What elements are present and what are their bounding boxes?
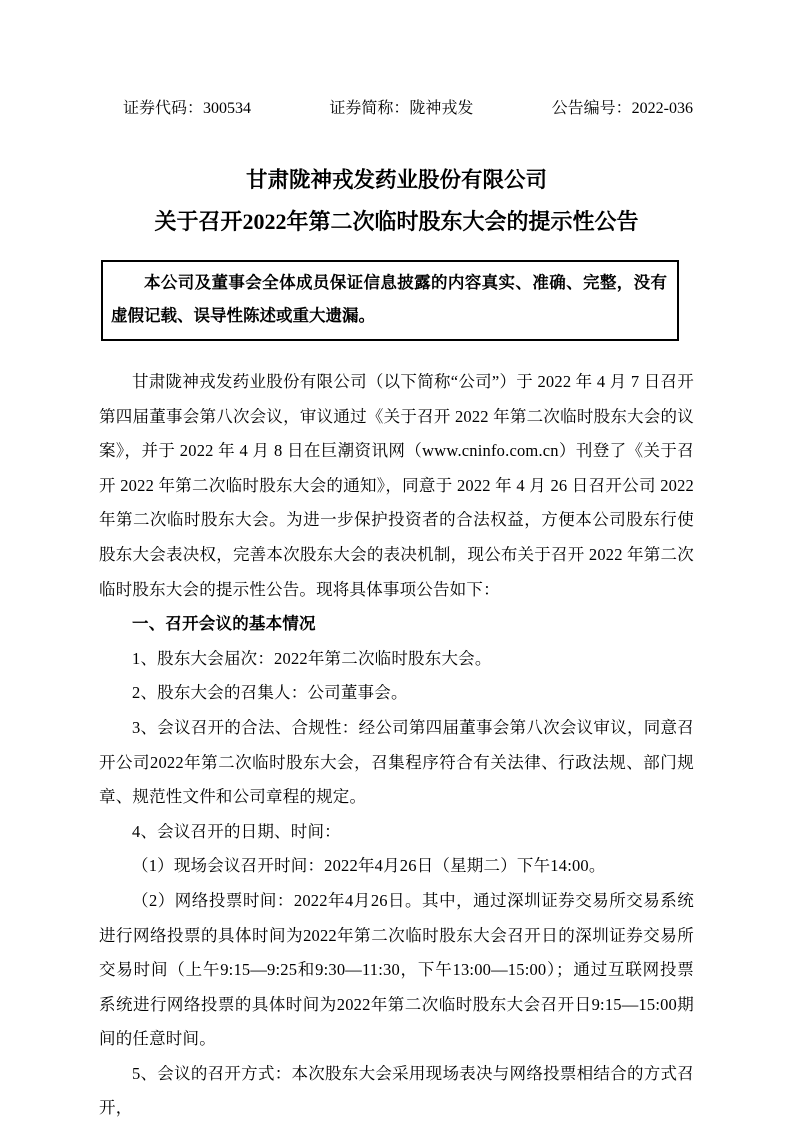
section-1-heading: 一、召开会议的基本情况 (132, 614, 316, 634)
disclaimer-box (101, 260, 679, 341)
stock-code-label: 证券代码：300534 (123, 100, 252, 117)
section-1-item-5: 5、会议的召开方式：本次股东大会采用现场表决与网络投票相结合的方式召开， (99, 1063, 694, 1118)
section-1-item-4-sub-2: （2）网络投票时间：2022年4月26日。其中，通过深圳证券交易所交易系统进行网络投票的具体时间为2022年第二次临时股东大会召开日的深圳证券交易所交易时间（上午9:15—9:25和9:30—11:30，下午13:00—15:00）；通过互联网投票系统进行网络投票的具体时间为2022年第二次临时股东大会召开日9:15—15:00期间的任意时间。 (99, 890, 694, 1049)
announcement-title: 关于召开2022年第二次临时股东大会的提示性公告 (154, 209, 639, 234)
company-title: 甘肃陇神戎发药业股份有限公司 (245, 168, 547, 192)
intro-paragraph: 甘肃陇神戎发药业股份有限公司（以下简称“公司”）于 2022 年 4 月 7 日召开第四届董事会第八次会议，审议通过《关于召开 2022 年第二次临时股东大会的议案》，并于 2022 年 4 月 8 日在巨潮资讯网（www.cninfo.com.cn）刊登了《关于召开 2022 年第二次临时股东大会的通知》，同意于 2022 年 4 月 26 日召开公司 2022 年第二次临时股东大会。为进一步保护投资者的合法权益，方便本公司股东行使股东大会表决权，完善本次股东大会的表决机制，现公布关于召开 2022 年第二次临时股东大会的提示性公告。现将具体事项公告如下： (99, 372, 694, 599)
announcement-number-label: 公告编号：2022-036 (551, 100, 693, 117)
section-1-item-1: 1、股东大会届次：2022年第二次临时股东大会。 (132, 648, 492, 668)
stock-name-label: 证券简称：陇神戎发 (329, 100, 474, 117)
document-header (123, 100, 693, 117)
section-1-item-2: 2、股东大会的召集人：公司董事会。 (132, 683, 408, 703)
section-1-item-4-sub-1: （1）现场会议召开时间：2022年4月26日（星期二）下午14:00。 (132, 856, 606, 876)
section-1-item-3: 3、会议召开的合法、合规性：经公司第四届董事会第八次会议审议，同意召开公司2022年第二次临时股东大会，召集程序符合有关法律、行政法规、部门规章、规范性文件和公司章程的规定。 (99, 717, 694, 807)
disclaimer-text: 本公司及董事会全体成员保证信息披露的内容真实、准确、完整，没有虚假记载、误导性陈述或重大遗漏。 (111, 273, 667, 325)
section-1-item-4: 4、会议召开的日期、时间： (132, 821, 341, 841)
